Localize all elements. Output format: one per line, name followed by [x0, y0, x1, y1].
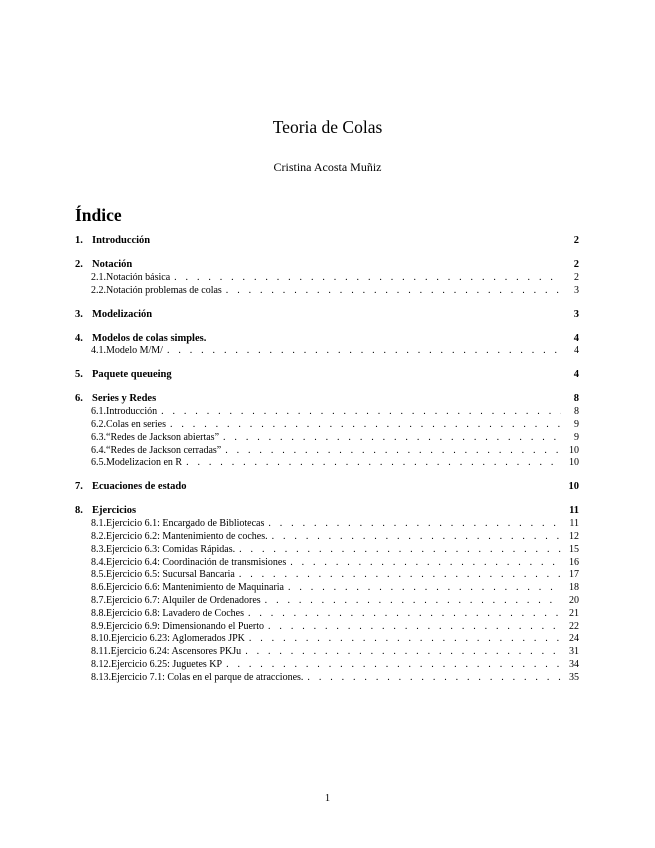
- toc-dot-leader: [223, 432, 561, 443]
- toc-entry-label: Ejercicio 6.25: Juguetes KP: [111, 659, 223, 670]
- toc-entry-number: 8.3.: [91, 543, 106, 555]
- toc-dot-leader: [226, 285, 561, 296]
- toc-dot-leader: [167, 345, 561, 356]
- toc-page-number: 22: [569, 620, 579, 632]
- toc-entry-number: 8.2.: [91, 531, 106, 542]
- toc-entry-number: 6.: [75, 393, 83, 405]
- toc-entry-label: “Redes de Jackson cerradas”: [106, 444, 222, 456]
- toc-entry-label: Ejercicio 7.1: Colas en el parque de atracciones.: [111, 671, 304, 683]
- toc-entry-label: Ejercicio 6.2: Mantenimiento de coches.: [106, 531, 268, 542]
- toc-dot-leader: [265, 595, 561, 606]
- toc-dot-leader: [226, 659, 561, 670]
- toc-entry-label: Modelizacion en R: [106, 457, 183, 469]
- toc-entry-number: 8.9.: [91, 620, 106, 632]
- toc-entry-number: 8.5.: [91, 569, 106, 581]
- toc-entry-label: Ejercicio 6.8: Lavadero de Coches: [106, 607, 244, 619]
- toc-page-number: 11: [569, 505, 579, 517]
- toc-page-number: 10: [569, 444, 579, 456]
- toc-dot-leader: [268, 518, 561, 529]
- toc-entry-label: Series y Redes: [92, 393, 157, 405]
- toc-page-number: 35: [569, 671, 579, 683]
- toc-page-number: 4: [573, 369, 579, 381]
- toc-entry-label: Colas en series: [106, 419, 166, 430]
- toc-entry-label: Paquete queueing: [92, 369, 172, 381]
- toc-entry-label: Introducción: [106, 406, 158, 418]
- toc-page-number: 11: [569, 518, 579, 530]
- toc-page-number: 16: [569, 556, 579, 568]
- toc-entry-number: 8.11.: [91, 646, 111, 658]
- toc-entry-number: 8.8.: [91, 607, 106, 619]
- toc-page-number: 4: [574, 345, 579, 357]
- toc-entry-label: Notación problemas de colas: [106, 284, 222, 296]
- toc-entry-label: Ejercicio 6.4: Coordinación de transmisiones: [106, 556, 287, 568]
- toc-dot-leader: [290, 557, 561, 568]
- toc-page-number: 9: [574, 431, 579, 443]
- toc-page-number: 2: [573, 235, 579, 246]
- toc-dot-leader: [170, 419, 561, 430]
- toc-dot-leader: [249, 633, 561, 644]
- toc-entry-number: 6.4.: [91, 444, 106, 456]
- toc-entry-label: Notación básica: [106, 271, 171, 283]
- toc-dot-leader: [161, 406, 561, 417]
- toc-page-number: 17: [569, 569, 579, 581]
- toc-entry-number: 4.1.: [91, 345, 106, 357]
- toc-entry-number: 2.1.: [91, 271, 106, 283]
- toc-subsection-entry[interactable]: [75, 285, 579, 299]
- toc-entry-label: Ejercicio 6.23: Aglomerados JPK: [111, 633, 245, 645]
- toc-entry-number: 8.7.: [91, 595, 106, 606]
- toc-entry-label: Ejercicio 6.24: Ascensores PKJu: [110, 646, 242, 658]
- page-number: 1: [324, 793, 331, 804]
- toc-dot-leader: [239, 544, 561, 555]
- toc-dot-leader: [245, 646, 561, 657]
- toc-entry-number: 2.2.: [91, 284, 106, 296]
- toc-entry-label: Modelo M/M/: [106, 345, 163, 357]
- toc-entry-number: 4.: [75, 332, 83, 344]
- toc-dot-leader: [248, 608, 561, 619]
- toc-page-number: 18: [569, 582, 579, 594]
- toc-page-number: 8: [573, 393, 579, 405]
- toc-entry-number: 6.1.: [91, 406, 106, 418]
- toc-page-number: 10: [569, 457, 579, 469]
- toc-entry-number: 3.: [75, 308, 83, 320]
- toc-dot-leader: [174, 272, 561, 283]
- toc-page-number: 3: [573, 308, 579, 320]
- toc-entry-label: Ejercicio 6.5: Sucursal Bancaria: [106, 569, 235, 581]
- toc-dot-leader: [268, 621, 561, 632]
- toc-dot-leader: [225, 445, 561, 456]
- toc-page-number: 9: [574, 419, 579, 430]
- toc-subsection-entry[interactable]: [75, 672, 579, 686]
- toc-page-number: 15: [569, 543, 579, 555]
- toc-dot-leader: [186, 457, 561, 468]
- toc-entry-number: 6.3.: [91, 431, 106, 443]
- toc-entry-label: “Redes de Jackson abiertas”: [106, 431, 220, 443]
- toc-page-number: 34: [569, 659, 579, 670]
- toc-dot-leader: [239, 569, 561, 580]
- toc-section-entry[interactable]: [75, 369, 579, 383]
- toc-page-number: 20: [569, 595, 579, 606]
- toc-section-entry[interactable]: [75, 235, 579, 249]
- toc-dot-leader: [307, 672, 561, 683]
- toc-subsection-entry[interactable]: [75, 457, 579, 471]
- toc-page-number: 8: [574, 406, 579, 418]
- toc-page-number: 2: [574, 271, 579, 283]
- toc-entry-number: 6.2.: [91, 419, 106, 430]
- document-title: Teoria de Colas: [272, 117, 383, 137]
- toc-page-number: 21: [569, 607, 579, 619]
- toc-section-entry[interactable]: [75, 481, 579, 495]
- toc-entry-label: Ejercicio 6.1: Encargado de Bibliotecas: [106, 518, 265, 530]
- toc-entry-label: Ejercicio 6.3: Comidas Rápidas.: [106, 543, 236, 555]
- document-author: Cristina Acosta Muñiz: [273, 160, 382, 174]
- toc-entry-number: 2.: [75, 259, 83, 270]
- toc-entry-label: Modelización: [92, 308, 153, 320]
- toc-dot-leader: [288, 582, 561, 593]
- toc-page-number: 12: [569, 531, 579, 542]
- toc-entry-label: Introducción: [92, 235, 151, 246]
- toc-dot-leader: [272, 531, 561, 542]
- toc-entry-number: 7.: [75, 481, 83, 493]
- toc-entry-label: Ejercicio 6.6: Mantenimiento de Maquinaria: [106, 582, 284, 594]
- toc-page-number: 10: [568, 481, 579, 493]
- toc-entry-number: 6.5.: [91, 457, 106, 469]
- toc-subsection-entry[interactable]: [75, 345, 579, 359]
- toc-entry-number: 8.12.: [91, 659, 111, 670]
- toc-entry-label: Ejercicio 6.7: Alquiler de Ordenadores: [106, 595, 261, 606]
- toc-entry-number: 8.: [75, 505, 83, 517]
- toc-entry-label: Modelos de colas simples.: [92, 332, 207, 344]
- index-heading: Índice: [75, 205, 122, 225]
- toc-entry-number: 5.: [75, 369, 83, 381]
- toc-section-entry[interactable]: [75, 309, 579, 323]
- toc-entry-number: 1.: [75, 235, 83, 246]
- toc-entry-label: Ejercicio 6.9: Dimensionando el Puerto: [106, 620, 265, 632]
- toc-entry-label: Ejercicios: [92, 505, 137, 517]
- toc-entry-number: 8.10.: [91, 633, 111, 645]
- toc-page-number: 31: [569, 646, 579, 658]
- toc-page-number: 3: [574, 284, 579, 296]
- toc-entry-label: Ecuaciones de estado: [92, 481, 187, 493]
- toc-entry-number: 8.13.: [91, 671, 111, 683]
- toc-page-number: 2: [573, 259, 579, 270]
- toc-page-number: 4: [573, 332, 579, 344]
- toc-page-number: 24: [569, 633, 579, 645]
- toc-entry-number: 8.4.: [91, 556, 106, 568]
- toc-entry-number: 8.1.: [91, 518, 106, 530]
- toc-entry-label: Notación: [92, 259, 133, 270]
- toc-entry-number: 8.6.: [91, 582, 106, 594]
